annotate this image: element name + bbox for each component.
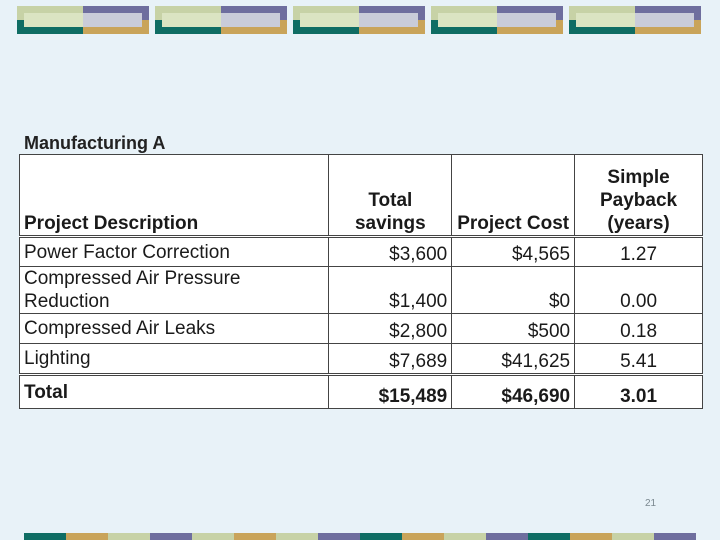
total-label: Total	[20, 375, 329, 409]
row-savings: $7,689	[329, 344, 452, 375]
total-payback: 3.01	[575, 375, 703, 409]
table-header-row	[20, 155, 703, 237]
row-description: Lighting	[20, 344, 329, 375]
header-payback: Simple Payback (years)	[575, 155, 703, 237]
header-cost: Project Cost	[452, 155, 575, 237]
top-decorative-band	[0, 6, 720, 34]
table-row	[20, 267, 703, 314]
decor-block	[431, 6, 563, 34]
row-cost: $0	[452, 267, 575, 314]
row-description: Compressed Air Pressure Reduction	[20, 267, 329, 314]
decor-block	[155, 6, 287, 34]
decor-block	[17, 6, 149, 34]
row-cost: $41,625	[452, 344, 575, 375]
payback-table	[19, 154, 703, 409]
header-description: Project Description	[20, 155, 329, 237]
row-cost: $500	[452, 314, 575, 344]
row-payback: 1.27	[575, 237, 703, 267]
header-savings: Total savings	[329, 155, 452, 237]
table-total-row	[20, 375, 703, 409]
decor-block	[569, 6, 701, 34]
total-cost: $46,690	[452, 375, 575, 409]
row-description: Compressed Air Leaks	[20, 314, 329, 344]
row-cost: $4,565	[452, 237, 575, 267]
page-number: 21	[645, 498, 657, 509]
row-savings: $3,600	[329, 237, 452, 267]
row-payback: 0.18	[575, 314, 703, 344]
row-savings: $2,800	[329, 314, 452, 344]
decor-block	[293, 6, 425, 34]
table-title: Manufacturing A	[24, 133, 166, 153]
row-description: Power Factor Correction	[20, 237, 329, 267]
total-savings: $15,489	[329, 375, 452, 409]
table-row	[20, 314, 703, 344]
row-savings: $1,400	[329, 267, 452, 314]
table-row	[20, 237, 703, 267]
row-payback: 0.00	[575, 267, 703, 314]
row-payback: 5.41	[575, 344, 703, 375]
bottom-decorative-band	[24, 533, 696, 540]
table-row	[20, 344, 703, 375]
